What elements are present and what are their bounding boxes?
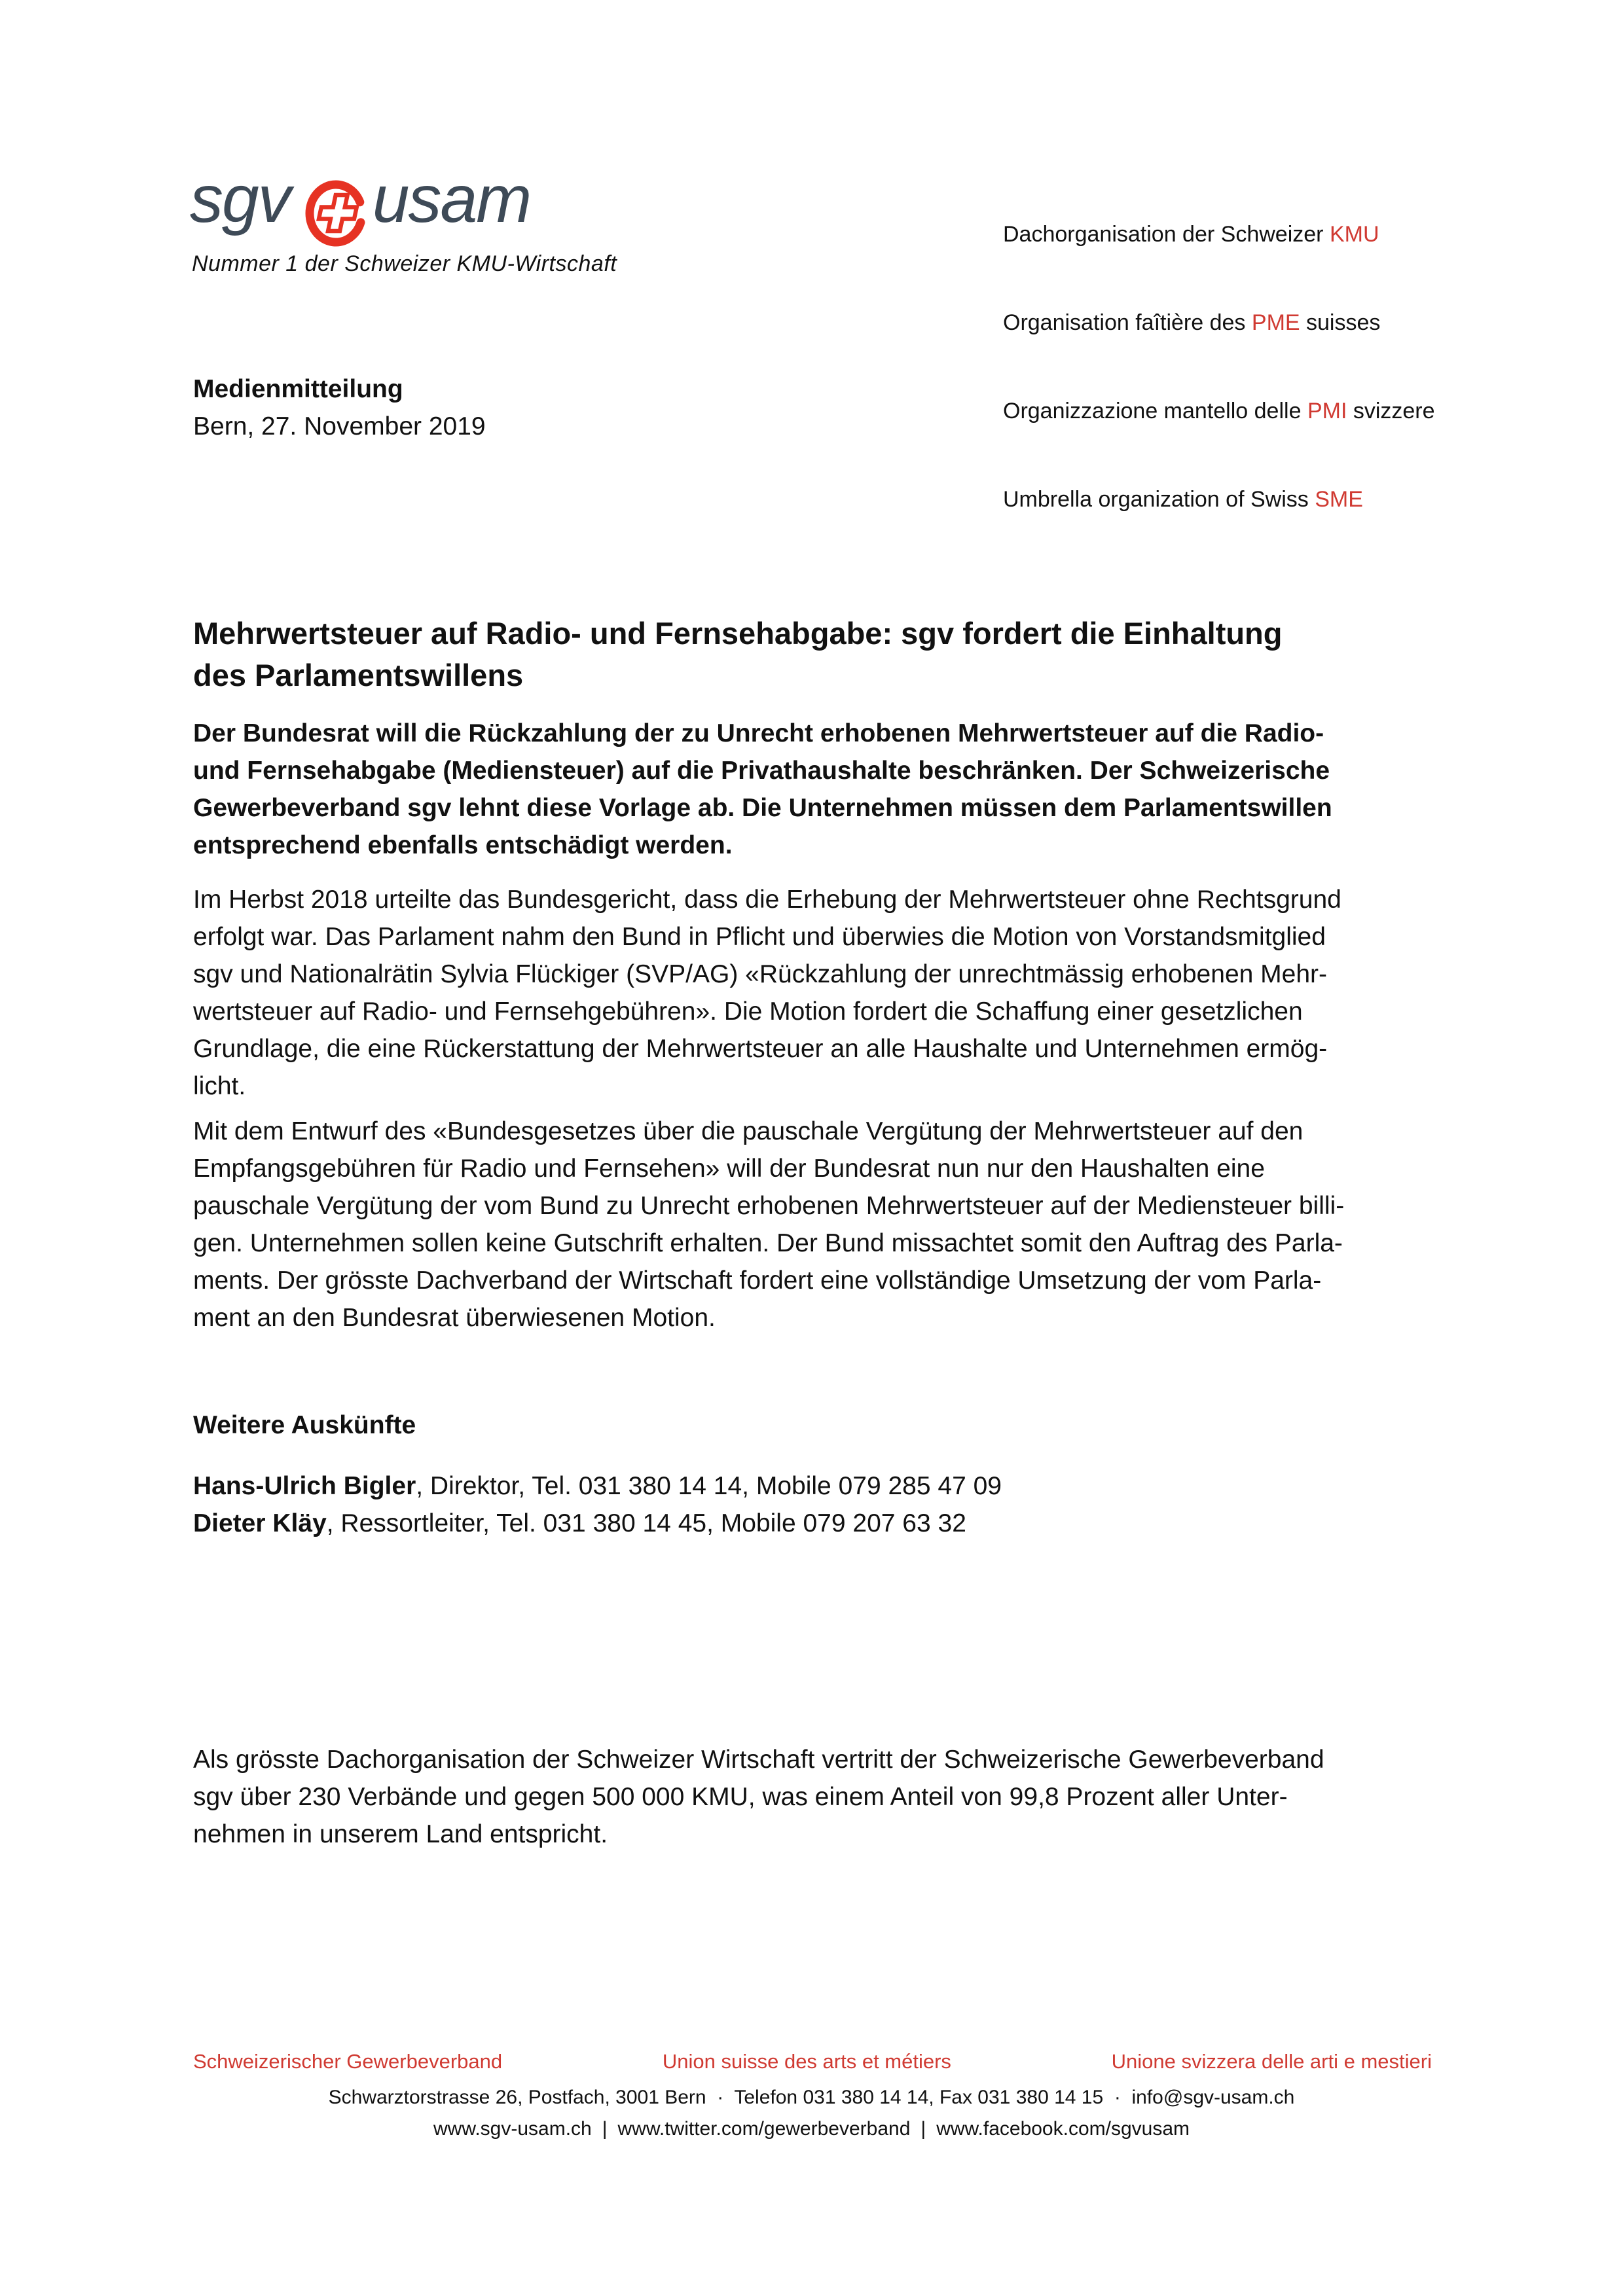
contacts-list xyxy=(193,1467,1002,1542)
footer-links xyxy=(0,2118,1623,2140)
footer-org-it: Unione svizzera delle arti e mestieri xyxy=(1111,2050,1432,2073)
link-separator: | xyxy=(602,2118,608,2140)
org-line-de-accent: KMU xyxy=(1329,222,1379,247)
logo-text-sgv: sgv xyxy=(190,162,290,236)
contact-person xyxy=(193,1505,1002,1542)
twitter-link[interactable]: www.twitter.com/gewerbeverband xyxy=(617,2118,911,2140)
org-line-it xyxy=(1003,397,1435,426)
contacts-heading: Weitere Auskünfte xyxy=(193,1411,416,1439)
org-line-en-accent: SME xyxy=(1315,487,1363,512)
page-title: Mehrwertsteuer auf Radio- und Fernsehabgabe: sgv fordert die Einhaltung des Parlamentswillens xyxy=(193,616,1283,692)
contact-details: , Ressortleiter, Tel. 031 380 14 45, Mobile 079 207 63 32 xyxy=(326,1509,966,1537)
body-paragraph-1: Im Herbst 2018 urteilte das Bundesgericht, dass die Erhebung der Mehrwertsteuer ohne Rechtsgrund erfolgt war. Das Parlament nahm den Bund in Pflicht und überwies die Motion von Vorstandsmitglied sgv und Nationalrätin Sylvia Flückiger (SVP/AG) «Rückzahlung der unrechtmässig erhobenen Mehr- wertsteuer auf Radio- und Fernsehgebühren». Die Motion fordert die Schaffung einer gesetzlichen Grundlage, die eine Rückerstattung der Mehrwertsteuer an alle Haushalte und Unternehmen ermög- licht. xyxy=(193,886,1341,1100)
org-descriptions xyxy=(1003,161,1435,573)
footer-org-de: Schweizerischer Gewerbeverband xyxy=(193,2050,503,2073)
facebook-link[interactable]: www.facebook.com/sgvusam xyxy=(936,2118,1190,2140)
org-line-en xyxy=(1003,485,1435,514)
logo-text-usam: usam xyxy=(372,162,531,236)
org-line-fr-accent: PME xyxy=(1251,310,1300,335)
contact-person xyxy=(193,1467,1002,1505)
org-line-en-text: Umbrella organization of Swiss xyxy=(1003,487,1315,512)
website-link[interactable]: www.sgv-usam.ch xyxy=(433,2118,592,2140)
link-separator: | xyxy=(921,2118,926,2140)
lead-paragraph: Der Bundesrat will die Rückzahlung der zu Unrecht erhobenen Mehrwertsteuer auf die Radio- und Fernsehabgabe (Mediensteuer) auf die Privathaushalte beschränken. Der Schweizerische Gewerbeverband sgv lehnt diese Vorlage ab. Die Unternehmen müssen dem Parlamentswillen entsprechend ebenfalls entschädigt werden. xyxy=(193,719,1332,859)
contact-name: Dieter Kläy xyxy=(193,1509,327,1537)
sgv-usam-logo xyxy=(190,161,530,247)
document-meta xyxy=(193,370,486,445)
document-type-label: Medienmitteilung xyxy=(193,375,403,403)
boilerplate-paragraph: Als grösste Dachorganisation der Schweizer Wirtschaft vertritt der Schweizerische Gewerbeverband sgv über 230 Verbände und gegen 500 000 KMU, was einem Anteil von 99,8 Prozent aller Unter- nehmen in unserem Land entspricht. xyxy=(193,1746,1324,1848)
swiss-cross-at-icon xyxy=(303,161,369,247)
org-line-fr xyxy=(1003,308,1435,338)
contact-name: Hans-Ulrich Bigler xyxy=(193,1472,416,1500)
org-line-fr-text: Organisation faîtière des xyxy=(1003,310,1252,335)
org-line-fr-post: suisses xyxy=(1300,310,1381,335)
body-paragraph-2: Mit dem Entwurf des «Bundesgesetzes über die pauschale Vergütung der Mehrwertsteuer auf den Empfangsgebühren für Radio und Fernsehen» will der Bundesrat nun nur den Haushalten eine pauschale Vergütung der vom Bund zu Unrecht erhobenen Mehrwertsteuer auf der Mediensteuer billi- gen. Unternehmen sollen keine Gutschrift erhalten. Der Bund missachtet somit den Auftrag des Parla- ments. Der grösste Dachverband der Wirtschaft fordert eine vollständige Umsetzung der vom Parla- ment an den Bundesrat überwiesenen Motion. xyxy=(193,1117,1345,1332)
contact-details: , Direktor, Tel. 031 380 14 14, Mobile 079 285 47 09 xyxy=(416,1472,1002,1500)
org-line-it-post: svizzere xyxy=(1347,399,1435,423)
org-line-de xyxy=(1003,220,1435,249)
footer-organisation-names xyxy=(193,2050,1432,2073)
dateline: Bern, 27. November 2019 xyxy=(193,412,486,440)
org-line-it-accent: PMI xyxy=(1307,399,1347,423)
org-line-de-text: Dachorganisation der Schweizer xyxy=(1003,222,1330,247)
logo-tagline: Nummer 1 der Schweizer KMU-Wirtschaft xyxy=(192,251,617,276)
footer-address: Schwarztorstrasse 26, Postfach, 3001 Bern · Telefon 031 380 14 14, Fax 031 380 14 15 · info@sgv-usam.ch xyxy=(328,2087,1295,2108)
org-line-it-text: Organizzazione mantello delle xyxy=(1003,399,1307,423)
footer-org-fr: Union suisse des arts et métiers xyxy=(662,2050,951,2073)
